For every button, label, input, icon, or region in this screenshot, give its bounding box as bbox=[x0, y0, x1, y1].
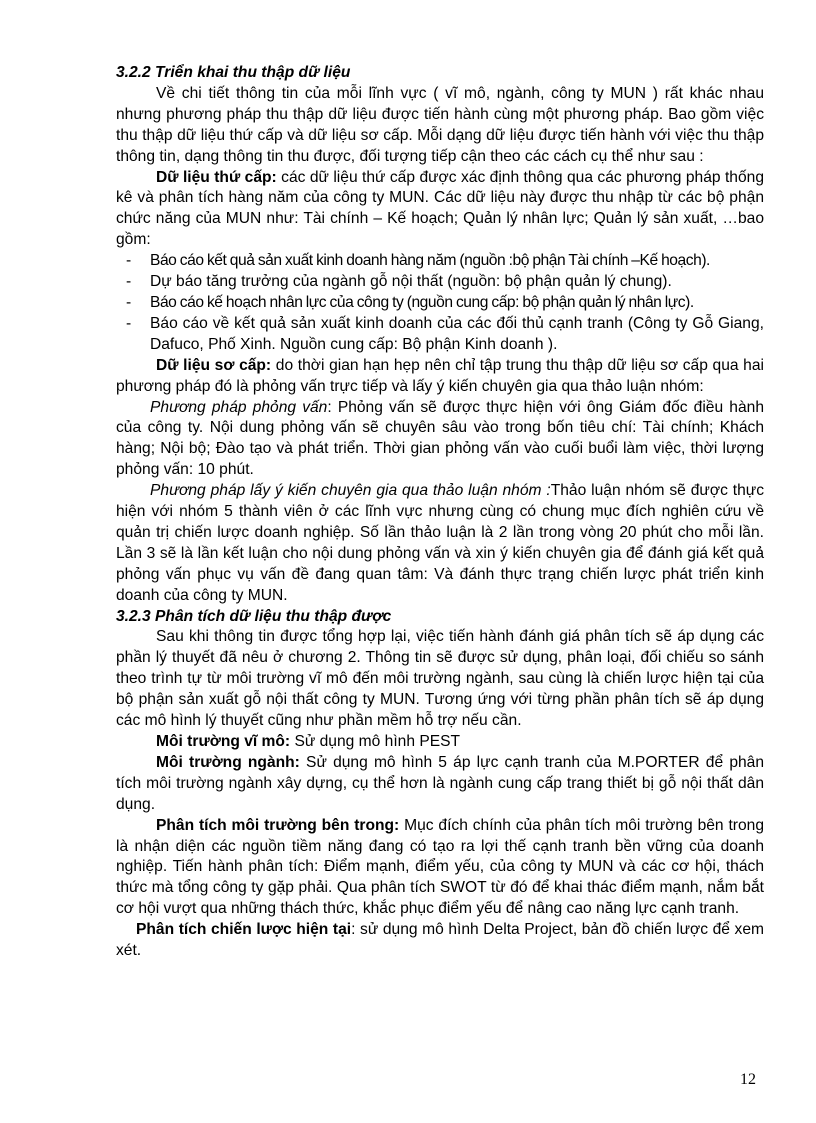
industry-environment-paragraph bbox=[116, 753, 764, 816]
macro-environment-text: Sử dụng mô hình PEST bbox=[290, 733, 461, 750]
page-number: 12 bbox=[740, 1071, 756, 1088]
primary-data-label: Dữ liệu sơ cấp: bbox=[156, 356, 272, 374]
document-page bbox=[116, 63, 764, 962]
primary-data-text: do thời gian hạn hẹp nên chỉ tập trung thu thập dữ liệu sơ cấp qua hai phương pháp đó là phỏng vấn trực tiếp và lấy ý kiến chuyên gia qua thảo luận nhóm: bbox=[116, 356, 764, 395]
secondary-data-paragraph bbox=[116, 168, 764, 252]
interview-method-text: : Phỏng vấn sẽ được thực hiện với ông Giám đốc điều hành của công ty. Nội dung phỏng vấn sẽ chuyên sâu vào trong bốn tiêu chí: Tài chính; Khách hàng; Nội bộ; Đào tạo và phát triển. Thời gian phỏng vấn vào cuối buổi làm việc, thời lượng phỏng vấn: 10 phút. bbox=[116, 398, 764, 479]
internal-environment-label: Phân tích môi trường bên trong: bbox=[156, 816, 400, 834]
industry-environment-label: Môi trường ngành: bbox=[156, 753, 300, 771]
expert-paragraph bbox=[116, 481, 764, 606]
macro-environment-paragraph bbox=[116, 732, 764, 753]
internal-environment-paragraph bbox=[116, 816, 764, 921]
macro-environment-label: Môi trường vĩ mô: bbox=[156, 733, 291, 750]
list-item: - Báo cáo về kết quả sản xuất kinh doanh của các đối thủ cạnh tranh (Công ty Gỗ Giang, Dafuco, Phố Xinh. Nguồn cung cấp: Bộ phận Kinh doanh ). bbox=[116, 314, 764, 356]
list-item: - Báo cáo kết quả sản xuất kinh doanh hàng năm (nguồn :bộ phận Tài chính –Kế hoạch). bbox=[116, 251, 764, 272]
list-item: - Dự báo tăng trưởng của ngành gỗ nội thất (nguồn: bộ phận quản lý chung). bbox=[116, 272, 764, 293]
primary-data-paragraph bbox=[116, 356, 764, 398]
current-strategy-label: Phân tích chiến lược hiện tại bbox=[136, 921, 352, 939]
internal-environment-text: Mục đích chính của phân tích môi trường bên trong là nhận diện các nguồn tiềm năng đang có tạo ra lợi thế cạnh tranh bền vững của doanh nghiệp. Tiến hành phân tích: Điểm mạnh, điểm yếu, của công ty MUN và các cơ hội, thách thức mà tổng công ty gặp phải. Qua phân tích SWOT từ đó để khai thác điểm mạnh, nắm bắt cơ hội vượt qua những thách thức, khắc phục điểm yếu để nâng cao năng lực cạnh tranh. bbox=[116, 816, 764, 918]
current-strategy-text: : sử dụng mô hình Delta Project, bản đồ chiến lược để xem xét. bbox=[116, 921, 765, 960]
section-heading-3-2-3: 3.2.3 Phân tích dữ liệu thu thập được bbox=[116, 607, 392, 625]
interview-paragraph bbox=[116, 398, 764, 482]
section-heading-3-2-2: 3.2.2 Triển khai thu thập dữ liệu bbox=[116, 64, 351, 81]
interview-method-label: Phương pháp phỏng vấn bbox=[150, 398, 328, 416]
secondary-data-label: Dữ liệu thứ cấp: bbox=[156, 168, 277, 186]
industry-environment-text: Sử dụng mô hình 5 áp lực cạnh tranh của M.PORTER để phân tích môi trường ngành xây dựng, cụ thể hơn là ngành cung cấp trang thiết bị gỗ nội thất dân dụng. bbox=[116, 753, 765, 813]
list-item: - Báo cáo kế hoạch nhân lực của công ty (nguồn cung cấp: bộ phận quản lý nhân lực). bbox=[116, 293, 764, 314]
secondary-data-list bbox=[116, 251, 764, 356]
analysis-paragraph: Sau khi thông tin được tổng hợp lại, việc tiến hành đánh giá phân tích sẽ áp dụng các phần lý thuyết đã nêu ở chương 2. Thông tin sẽ được sử dụng, phân loại, đối chiếu so sánh theo trình tự từ môi trường vĩ mô đến môi trường ngành, sau cùng là chiến lược hiện tại của bộ phận sản xuất gỗ nội thất công ty MUN. Tương ứng với từng phần phân tích sẽ áp dụng các mô hình lý thuyết cũng như phần mềm hỗ trợ nếu cần. bbox=[116, 628, 764, 730]
intro-paragraph: Về chi tiết thông tin của mỗi lĩnh vực ( vĩ mô, ngành, công ty MUN ) rất khác nhau nhưng phương pháp thu thập dữ liệu được tiến hành cùng một phương pháp. Bao gồm việc thu thập dữ liệu thứ cấp và dữ liệu sơ cấp. Mỗi dạng dữ liệu được tiến hành với việc thu thập thông tin, dạng thông tin thu được, đối tượng tiếp cận theo các cách cụ thể như sau : bbox=[116, 84, 764, 165]
expert-method-label: Phương pháp lấy ý kiến chuyên gia qua thảo luận nhóm : bbox=[150, 482, 551, 500]
current-strategy-paragraph bbox=[116, 920, 764, 962]
secondary-data-text: các dữ liệu thứ cấp được xác định thông qua các phương pháp thống kê và phân tích hàng năm của công ty MUN. Các dữ liệu này được thu nhập từ các bộ phận chức năng của MUN như: Tài chính – Kế hoạch; Quản lý nhân lực; Quản lý sản xuất, …bao gồm: bbox=[116, 168, 764, 249]
expert-method-text: Thảo luận nhóm sẽ được thực hiện với nhóm 5 thành viên ở các lĩnh vực nhưng cùng có chung mục đích nghiên cứu về quản trị chiến lược doanh nghiệp. Số lần thảo luận là 2 lần trong vòng 20 phút cho mỗi lần. Lần 3 sẽ là lần kết luận cho nội dung phỏng vấn và xin ý kiến chuyên gia để đánh giá kết quả phỏng vấn phục vụ vấn đề đang quan tâm: Và đánh thực trạng chiến lược phát triển kinh doanh của công ty MUN. bbox=[116, 482, 764, 604]
